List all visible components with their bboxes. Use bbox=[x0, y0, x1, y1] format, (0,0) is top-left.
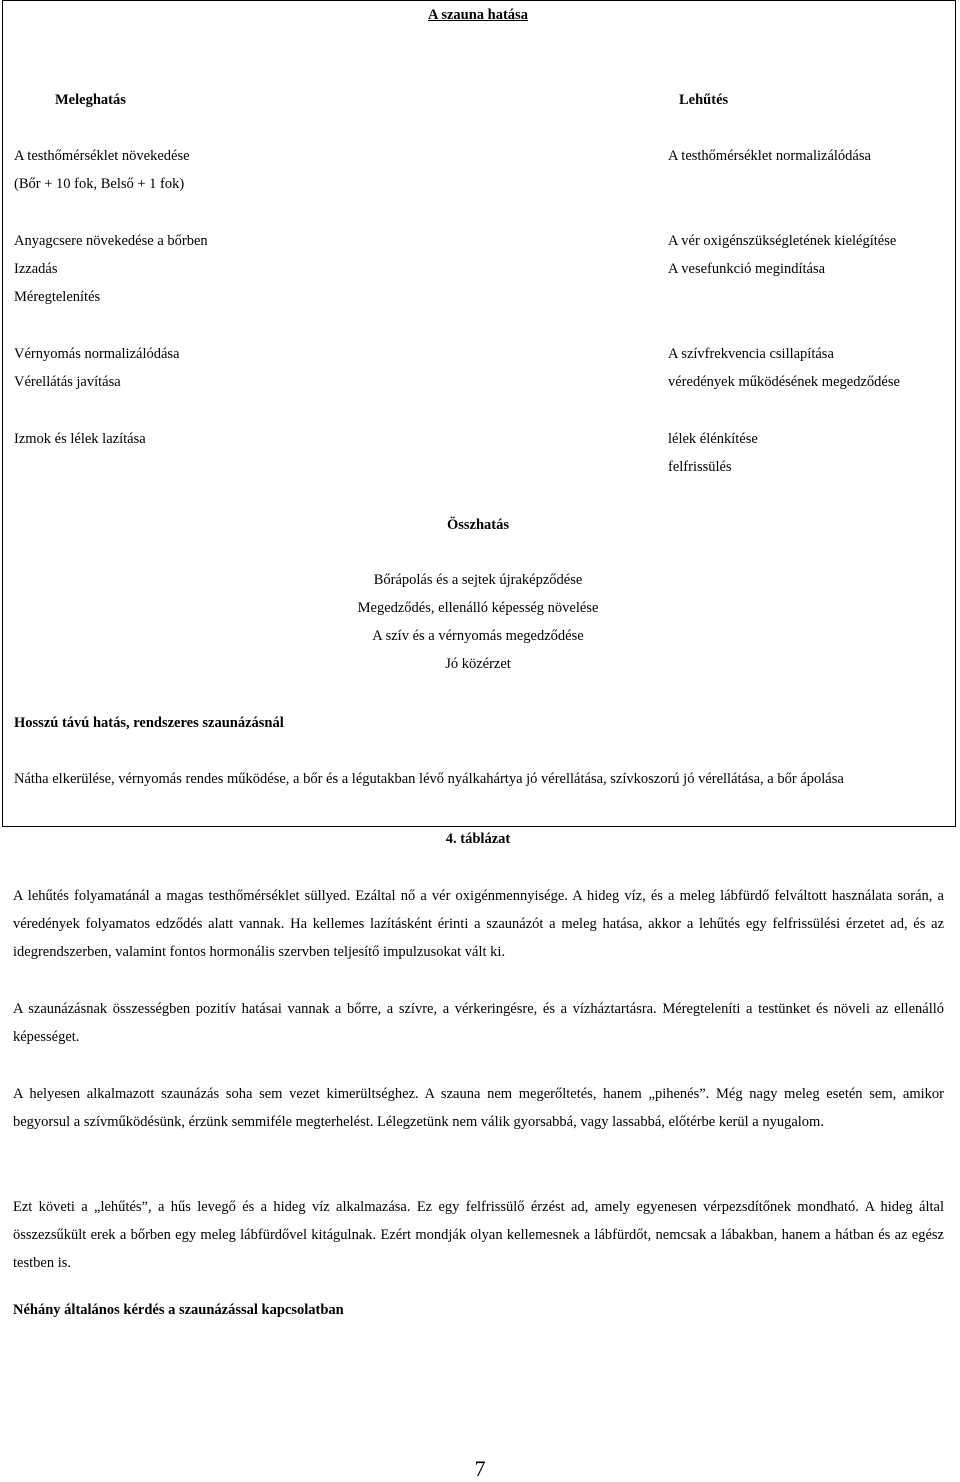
longterm-text: Nátha elkerülése, vérnyomás rendes működése, a bőr és a légutakban lévő nyálkahártya jó vérellátása, szívkoszorú jó vérellátása, a bőr ápolása bbox=[14, 771, 844, 787]
cooling-line: lélek élénkítése bbox=[668, 431, 758, 447]
combined-line: Megedződés, ellenálló képesség növelése bbox=[357, 600, 599, 616]
body-paragraph: A szaunázásnak összességben pozitív hatásai vannak a bőrre, a szívre, a vérkeringésre, és a vízháztartásra. Méregteleníti a testünket és növeli az ellenálló képességet. bbox=[13, 1001, 944, 1045]
longterm-heading: Hosszú távú hatás, rendszeres szaunázásnál bbox=[14, 715, 284, 731]
combined-line: A szív és a vérnyomás megedződése bbox=[372, 628, 584, 644]
body-paragraph: A lehűtés folyamatánál a magas testhőmérséklet süllyed. Ezáltal nő a vér oxigénmennyisége. A hideg víz, és a meleg lábfürdő felváltott használata során, a véredények folyamatos edződés alatt vannak. Ha kellemes lazításként érinti a szaunázót a meleg hatása, akkor a lehűtés egy felfrissülési érzetet ad, és az idegrendszerben, valamint fontos hormonális szervben teljesítő impulzusokat vált ki. bbox=[13, 888, 944, 960]
warming-line: Vérellátás javítása bbox=[14, 374, 121, 390]
table-caption: 4. táblázat bbox=[445, 831, 511, 847]
section-heading: Néhány általános kérdés a szaunázással kapcsolatban bbox=[13, 1302, 344, 1318]
body-paragraph: Ezt követi a „lehűtés”, a hűs levegő és a hideg víz alkalmazása. Ez egy felfrissülő érzést ad, amely egyenesen vérpezsdítőnek mondható. A hideg által összezsűkült erek a bőrben egy meleg lábfürdővel kitágulnak. Ezért mondják olyan kellemesnek a lábfürdőt, nemcsak a lábakban, hanem a hátban és az egész testben is. bbox=[13, 1199, 944, 1271]
cooling-line: A vér oxigénszükségletének kielégítése bbox=[668, 233, 897, 249]
warming-line: (Bőr + 10 fok, Belső + 1 fok) bbox=[14, 176, 185, 192]
cooling-line: A szívfrekvencia csillapítása bbox=[668, 346, 834, 362]
warming-line: Izzadás bbox=[14, 261, 58, 277]
cooling-line: felfrissülés bbox=[668, 459, 732, 475]
warming-line: Izmok és lélek lazítása bbox=[14, 431, 146, 447]
body-paragraph: A helyesen alkalmazott szaunázás soha sem vezet kimerültséghez. A szauna nem megerőltetés, hanem „pihenés”. Még nagy meleg esetén sem, amikor begyorsul a szívműködésünk, érzünk semmiféle megterhelést. Lélegzetünk nem válik gyorsabbá, vagy lassabbá, előtérbe kerül a nyugalom. bbox=[13, 1086, 944, 1130]
combined-heading: Összhatás bbox=[446, 517, 510, 533]
cooling-line: véredények működésének megedződése bbox=[668, 374, 900, 390]
page-title: A szauna hatása bbox=[428, 7, 528, 23]
warming-line: Vérnyomás normalizálódása bbox=[14, 346, 180, 362]
warming-line: A testhőmérséklet növekedése bbox=[14, 148, 190, 164]
warming-line: Méregtelenítés bbox=[14, 289, 101, 305]
combined-line: Bőrápolás és a sejtek újraképződése bbox=[373, 572, 583, 588]
combined-line: Jó közérzet bbox=[445, 656, 511, 672]
warming-line: Anyagcsere növekedése a bőrben bbox=[14, 233, 208, 249]
table-frame bbox=[2, 0, 956, 827]
warming-heading: Meleghatás bbox=[55, 92, 126, 108]
cooling-line: A vesefunkció megindítása bbox=[668, 261, 826, 277]
page-number: 7 bbox=[474, 1456, 486, 1481]
cooling-line: A testhőmérséklet normalizálódása bbox=[668, 148, 871, 164]
cooling-heading: Lehűtés bbox=[679, 92, 729, 108]
